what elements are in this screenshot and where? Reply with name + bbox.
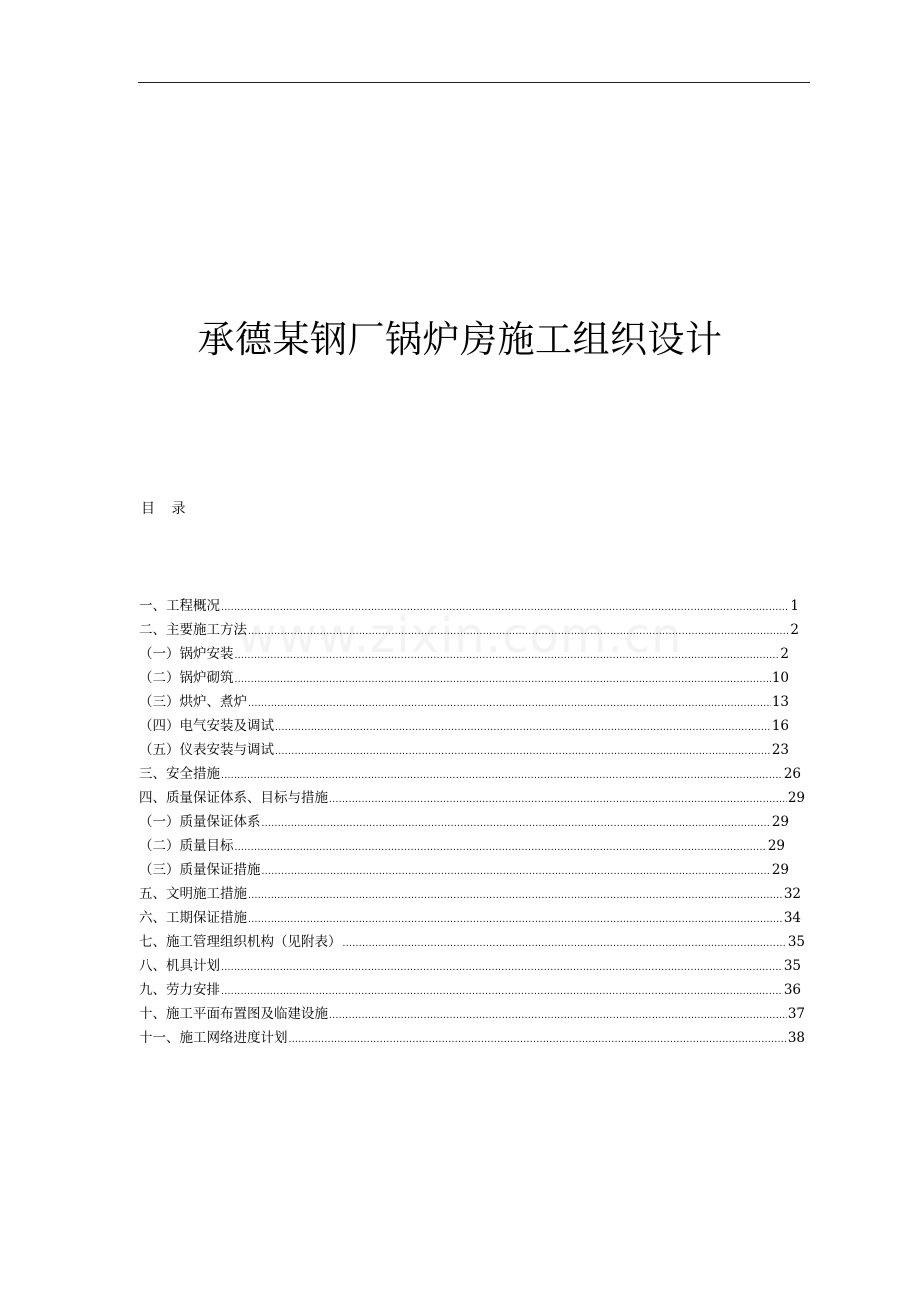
toc-entry-label: 四、质量保证体系、目标与措施 xyxy=(139,790,328,806)
toc-dot-leader xyxy=(235,836,767,858)
toc-entry-page: 32 xyxy=(783,886,801,902)
toc-entry[interactable] xyxy=(139,930,805,954)
toc-dot-leader xyxy=(235,644,780,666)
table-of-contents xyxy=(139,594,819,1050)
toc-entry-label: 十一、施工网络进度计划 xyxy=(139,1030,288,1046)
toc-entry[interactable] xyxy=(139,738,789,762)
toc-entry-page: 29 xyxy=(771,814,789,830)
toc-entry-page: 23 xyxy=(771,742,789,758)
toc-entry[interactable] xyxy=(139,618,799,642)
toc-entry[interactable] xyxy=(139,786,805,810)
toc-dot-leader xyxy=(221,956,783,978)
toc-dot-leader xyxy=(329,788,787,810)
toc-entry-page: 1 xyxy=(790,598,799,614)
toc-dot-leader xyxy=(262,860,771,882)
toc-entry-page: 26 xyxy=(783,766,801,782)
toc-dot-leader xyxy=(248,884,783,906)
toc-entry[interactable] xyxy=(139,642,789,666)
toc-entry[interactable] xyxy=(139,690,789,714)
toc-entry-label: 八、机具计划 xyxy=(139,958,220,974)
toc-dot-leader xyxy=(343,932,787,954)
toc-entry-page: 29 xyxy=(787,790,805,806)
toc-entry-page: 2 xyxy=(780,646,789,662)
document-title: 承德某钢厂锅炉房施工组织设计 xyxy=(197,318,723,361)
toc-dot-leader xyxy=(221,596,789,618)
toc-entry-page: 35 xyxy=(787,934,805,950)
toc-entry-label: 三、安全措施 xyxy=(139,766,220,782)
toc-dot-leader xyxy=(248,692,771,714)
toc-entry[interactable] xyxy=(139,906,801,930)
toc-entry-label: 一、工程概况 xyxy=(139,598,220,614)
toc-entry-page: 10 xyxy=(771,670,789,686)
toc-entry[interactable] xyxy=(139,594,799,618)
toc-dot-leader xyxy=(329,1004,787,1026)
toc-dot-leader xyxy=(221,980,783,1002)
toc-entry-page: 29 xyxy=(767,838,785,854)
toc-entry-page: 2 xyxy=(790,622,799,638)
toc-entry[interactable] xyxy=(139,882,801,906)
toc-entry[interactable] xyxy=(139,978,801,1002)
toc-entry[interactable] xyxy=(139,666,789,690)
toc-dot-leader xyxy=(235,668,771,690)
toc-entry[interactable] xyxy=(139,714,789,738)
toc-entry-label: 五、文明施工措施 xyxy=(139,886,247,902)
toc-entry[interactable] xyxy=(139,762,801,786)
toc-entry-page: 36 xyxy=(783,982,801,998)
toc-entry-label: （一）质量保证体系 xyxy=(139,814,261,830)
toc-entry-label: 七、施工管理组织机构（见附表） xyxy=(139,934,342,950)
toc-dot-leader xyxy=(262,812,771,834)
toc-dot-leader xyxy=(289,1028,787,1050)
toc-entry-label: 二、主要施工方法 xyxy=(139,622,247,638)
toc-entry-page: 38 xyxy=(787,1030,805,1046)
toc-entry-label: （一）锅炉安装 xyxy=(139,646,234,662)
toc-entry-label: 六、工期保证措施 xyxy=(139,910,247,926)
toc-entry-page: 35 xyxy=(783,958,801,974)
toc-entry-page: 37 xyxy=(787,1006,805,1022)
toc-entry-label: （二）质量目标 xyxy=(139,838,234,854)
toc-dot-leader xyxy=(275,716,771,738)
toc-entry-label: （四）电气安装及调试 xyxy=(139,718,274,734)
toc-dot-leader xyxy=(248,620,789,642)
toc-dot-leader xyxy=(275,740,771,762)
toc-entry-page: 29 xyxy=(771,862,789,878)
toc-entry-label: （三）质量保证措施 xyxy=(139,862,261,878)
toc-entry-page: 34 xyxy=(783,910,801,926)
toc-entry[interactable] xyxy=(139,810,789,834)
toc-heading: 目 录 xyxy=(141,501,192,517)
toc-entry-page: 13 xyxy=(771,694,789,710)
toc-entry-label: （二）锅炉砌筑 xyxy=(139,670,234,686)
toc-dot-leader xyxy=(221,764,783,786)
header-rule xyxy=(138,82,810,83)
toc-entry[interactable] xyxy=(139,834,785,858)
watermark: www.zixin.com.cn xyxy=(237,608,683,664)
toc-entry-label: 十、施工平面布置图及临建设施 xyxy=(139,1006,328,1022)
toc-entry[interactable] xyxy=(139,954,801,978)
toc-entry-page: 16 xyxy=(771,718,789,734)
toc-dot-leader xyxy=(248,908,783,930)
toc-entry[interactable] xyxy=(139,1026,805,1050)
toc-entry[interactable] xyxy=(139,858,789,882)
toc-entry-label: 九、劳力安排 xyxy=(139,982,220,998)
toc-entry[interactable] xyxy=(139,1002,805,1026)
toc-entry-label: （五）仪表安装与调试 xyxy=(139,742,274,758)
toc-entry-label: （三）烘炉、煮炉 xyxy=(139,694,247,710)
